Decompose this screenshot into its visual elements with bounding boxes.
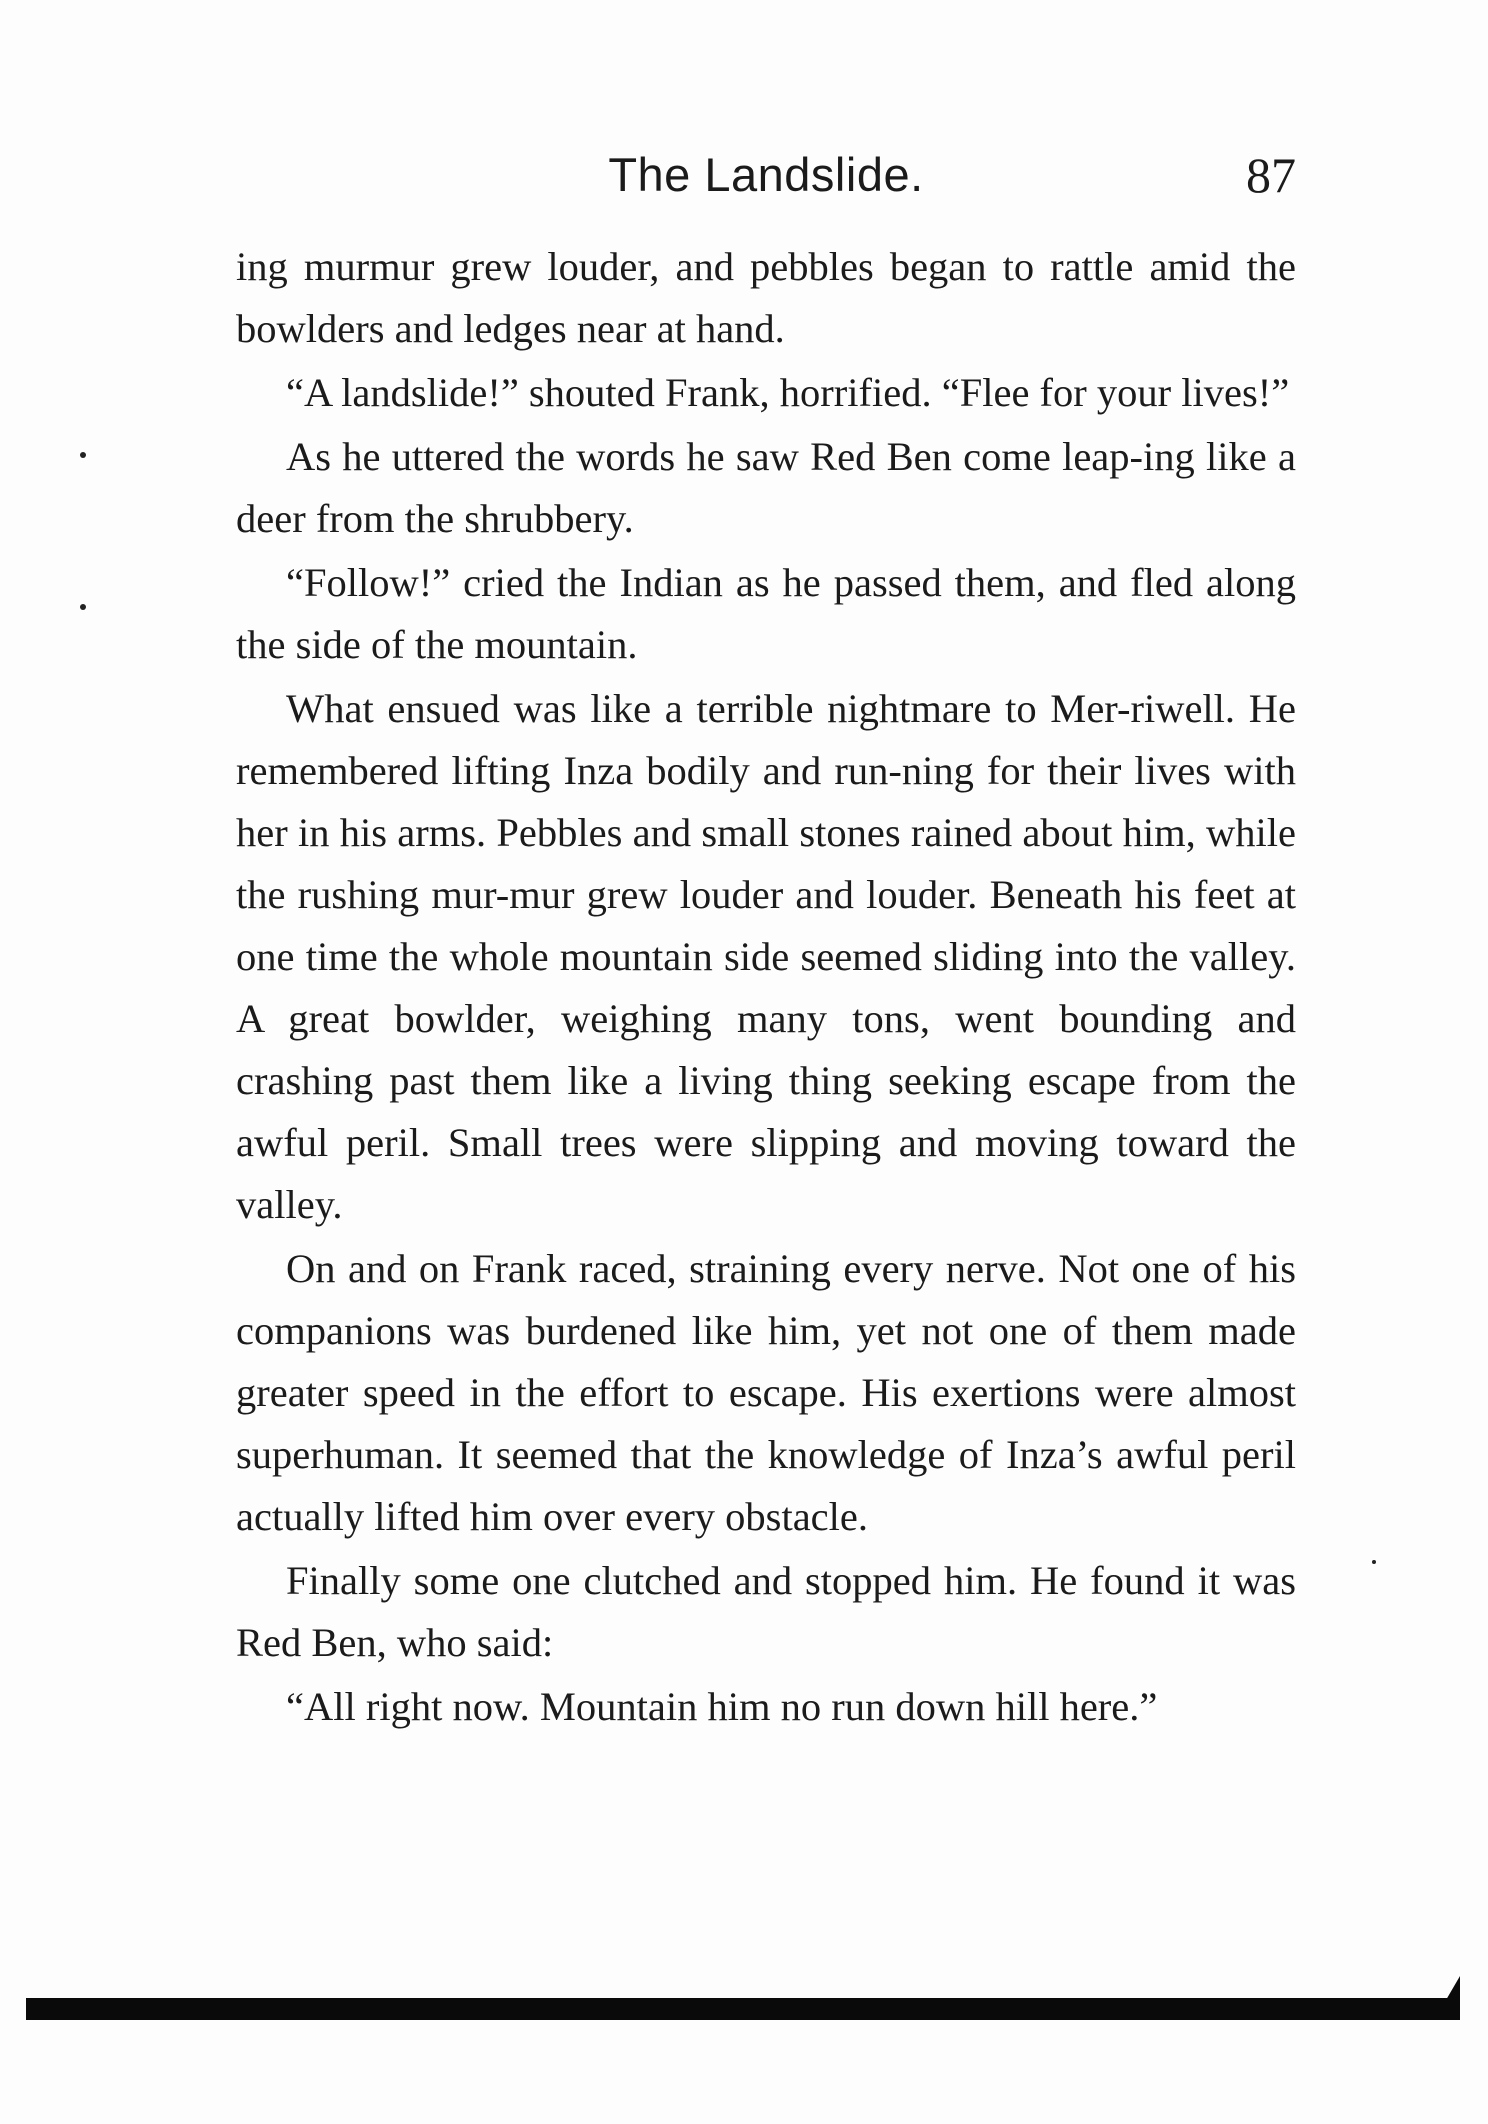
bottom-rule-tip xyxy=(1446,1976,1460,2000)
bottom-rule xyxy=(26,1998,1460,2020)
scan-speck xyxy=(1372,1560,1376,1564)
paragraph: What ensued was like a terrible nightmare to Mer-riwell. He remembered lifting Inza bodily and run-ning for their lives with her in his arms. Pebbles and small stones rained about him, while the rushing mur-mur grew louder and louder. Beneath his feet at one time the whole mountain side seemed sliding into the valley. A great bowlder, weighing many tons, went bounding and crashing past them like a living thing seeking escape from the awful peril. Small trees were slipping and moving toward the valley. xyxy=(236,686,1296,1227)
paragraph: “A landslide!” shouted Frank, horrified. “Flee for your lives!” xyxy=(286,370,1290,415)
page-header xyxy=(236,140,1296,210)
page-number: 87 xyxy=(1246,147,1296,203)
paragraph: Finally some one clutched and stopped him. He found it was Red Ben, who said: xyxy=(236,1558,1296,1665)
paragraph: “Follow!” cried the Indian as he passed them, and fled along the side of the mountain. xyxy=(236,560,1296,667)
paragraph: As he uttered the words he saw Red Ben come leap-ing like a deer from the shrubbery. xyxy=(236,434,1296,541)
scan-speck xyxy=(80,604,86,610)
running-title: The Landslide. xyxy=(608,148,924,201)
paragraph: “All right now. Mountain him no run down hill here.” xyxy=(286,1684,1158,1729)
scan-speck xyxy=(80,452,86,458)
paragraph-continued: ing murmur grew louder, and pebbles began to rattle amid the bowlders and ledges near at hand. xyxy=(236,244,1296,351)
body-text xyxy=(236,236,1296,1740)
paragraph: On and on Frank raced, straining every nerve. Not one of his companions was burdened like him, yet not one of them made greater speed in the effort to escape. His exertions were almost superhuman. It seemed that the knowledge of Inza’s awful peril actually lifted him over every obstacle. xyxy=(236,1246,1296,1539)
